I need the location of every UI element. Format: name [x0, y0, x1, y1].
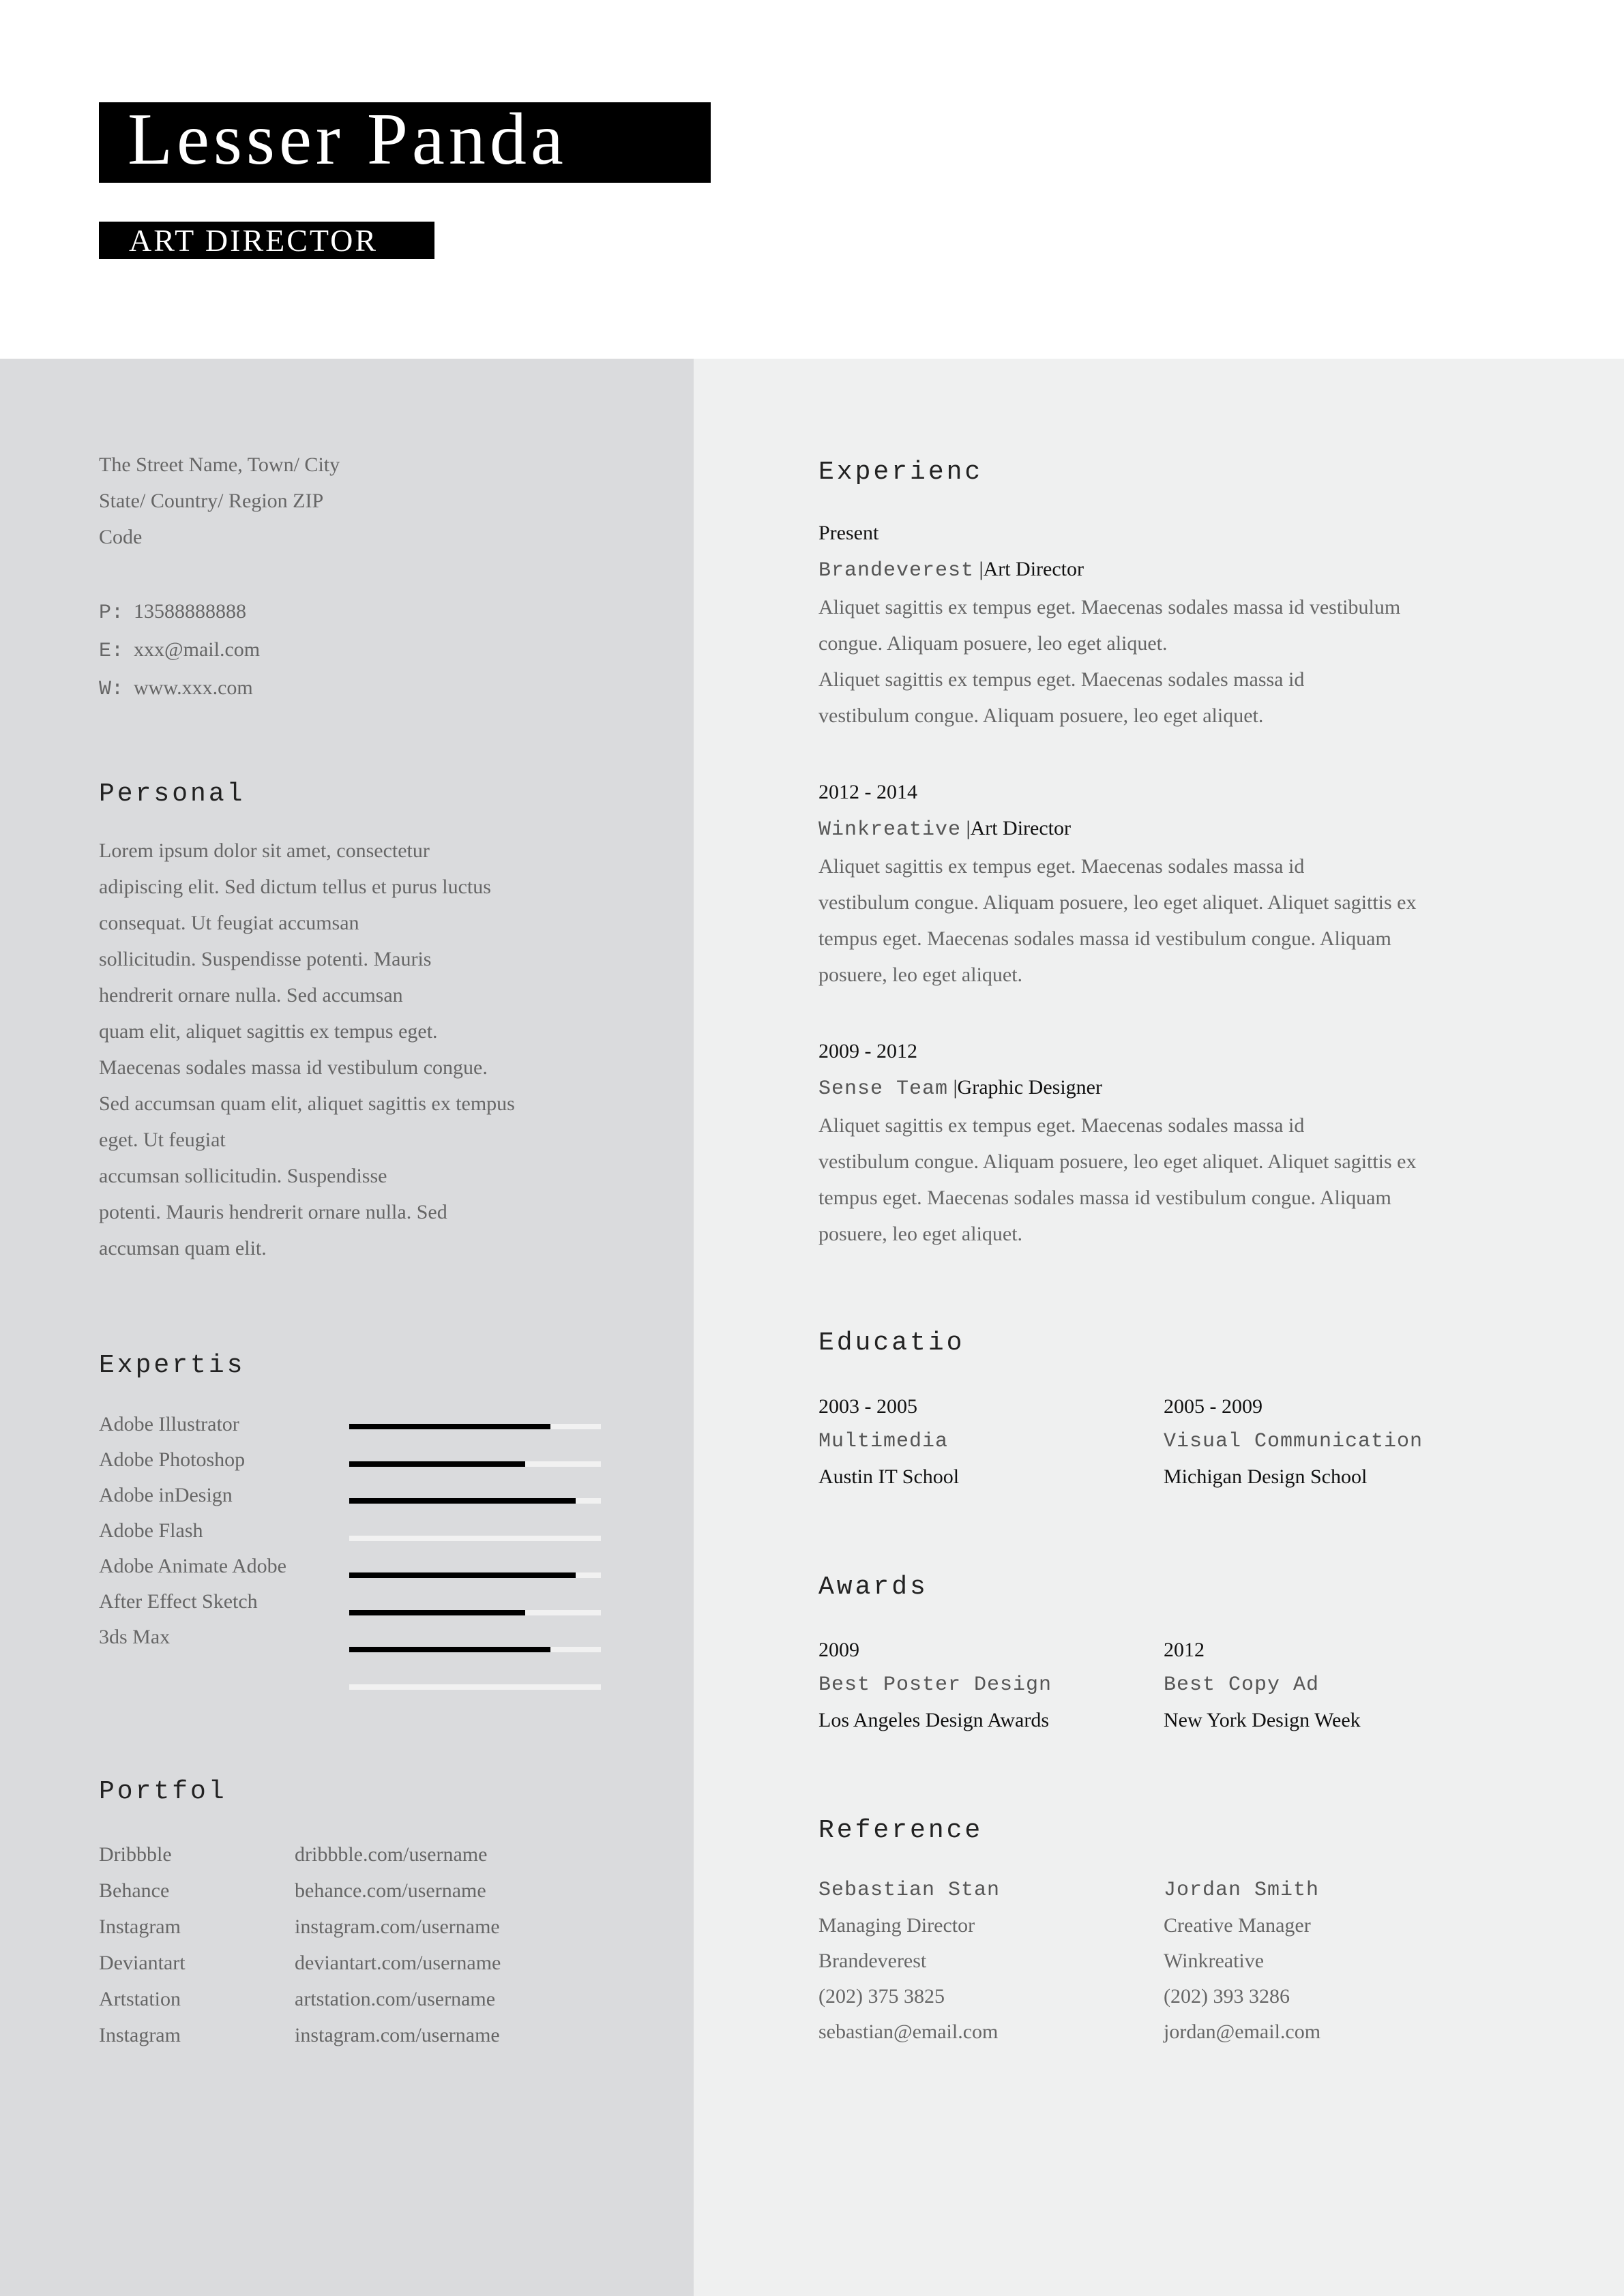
portfolio-site: Dribbble	[99, 1843, 172, 1866]
job-separator: |	[953, 1076, 958, 1099]
phone-value: 13588888888	[134, 600, 247, 623]
reference-phone: (202) 375 3825	[818, 1985, 945, 2008]
education-school: Austin IT School	[818, 1465, 960, 1488]
education-period: 2003 - 2005	[818, 1395, 917, 1418]
job-description-line: vestibulum congue. Aliquam posuere, leo eget aliquet.	[818, 704, 1264, 727]
skill-name: Adobe Flash	[99, 1519, 203, 1542]
skill-level-fill	[349, 1424, 550, 1429]
portfolio-urls	[295, 1836, 501, 2053]
job-role: Art Director	[983, 558, 1084, 580]
award-title: Best Poster Design	[818, 1673, 1052, 1697]
education-period: 2005 - 2009	[1164, 1395, 1263, 1418]
skill-level-bar	[349, 1461, 601, 1467]
personal-line: Lorem ipsum dolor sit amet, consectetur	[99, 839, 430, 862]
reference-title: Managing Director	[818, 1914, 975, 1937]
portfolio-url[interactable]: artstation.com/username	[295, 1988, 496, 2010]
education-entry	[818, 1388, 959, 1495]
skill-name: 3ds Max	[99, 1626, 171, 1648]
education-entry	[1164, 1388, 1423, 1495]
contact-block	[99, 447, 340, 708]
phone-row	[99, 593, 340, 631]
candidate-title: ART DIRECTOR	[129, 223, 379, 258]
job-description-line: vestibulum congue. Aliquam posuere, leo eget aliquet. Aliquet sagittis ex	[818, 1150, 1417, 1173]
job-entry	[818, 1033, 1417, 1252]
personal-line: Sed accumsan quam elit, aliquet sagittis ex tempus	[99, 1092, 515, 1115]
portfolio-url[interactable]: behance.com/username	[295, 1879, 486, 1902]
candidate-name: Lesser Panda	[128, 99, 567, 180]
personal-line: sollicitudin. Suspendisse potenti. Mauris	[99, 948, 432, 970]
website-value[interactable]: www.xxx.com	[134, 676, 253, 699]
email-label: E:	[99, 640, 124, 663]
skill-level-fill	[349, 1461, 525, 1467]
portfolio-site: Instagram	[99, 2024, 181, 2046]
address-line: Code	[99, 526, 143, 548]
job-description-line: tempus eget. Maecenas sodales massa id vestibulum congue. Aliquam	[818, 1187, 1391, 1209]
reference-entry	[1164, 1873, 1320, 2050]
reference-company: Brandeverest	[818, 1950, 927, 1972]
skill-name: Adobe Animate Adobe	[99, 1555, 286, 1577]
skill-name: After Effect Sketch	[99, 1590, 258, 1613]
reference-name: Jordan Smith	[1164, 1879, 1320, 1902]
job-title-line	[818, 1069, 1417, 1107]
personal-line: hendrerit ornare nulla. Sed accumsan	[99, 984, 403, 1007]
email-value[interactable]: xxx@mail.com	[134, 638, 261, 661]
skill-name: Adobe Photoshop	[99, 1448, 246, 1471]
job-company: Sense Team	[818, 1077, 949, 1101]
job-title-line	[818, 810, 1417, 848]
reference-company: Winkreative	[1164, 1950, 1265, 1972]
job-separator: |	[979, 558, 984, 580]
skill-name: Adobe inDesign	[99, 1484, 233, 1506]
award-year: 2009	[818, 1639, 859, 1661]
job-description-line: posuere, leo eget aliquet.	[818, 1223, 1023, 1245]
job-period: Present	[818, 522, 879, 544]
skill-name: Adobe Illustrator	[99, 1413, 239, 1435]
education-heading: Educatio	[818, 1328, 965, 1358]
experience-heading: Experienc	[818, 458, 984, 487]
education-field: Multimedia	[818, 1430, 949, 1453]
portfolio-heading: Portfol	[99, 1777, 227, 1806]
portfolio-site: Instagram	[99, 1915, 181, 1938]
personal-line: adipiscing elit. Sed dictum tellus et purus luctus	[99, 876, 491, 898]
personal-line: accumsan sollicitudin. Suspendisse	[99, 1165, 387, 1187]
skill-level-bar	[349, 1536, 601, 1541]
portfolio-url[interactable]: instagram.com/username	[295, 1915, 500, 1938]
phone-label: P:	[99, 601, 124, 625]
skill-level-bar	[349, 1498, 601, 1504]
job-description-line: Aliquet sagittis ex tempus eget. Maecenas sodales massa id	[818, 668, 1305, 691]
skill-level-bar	[349, 1684, 601, 1690]
job-title-line	[818, 551, 1400, 589]
job-entry	[818, 515, 1400, 734]
education-school: Michigan Design School	[1164, 1465, 1368, 1488]
portfolio-url[interactable]: instagram.com/username	[295, 2024, 500, 2046]
job-period: 2012 - 2014	[818, 781, 917, 803]
reference-heading: Reference	[818, 1816, 984, 1845]
skill-level-bar	[349, 1424, 601, 1429]
personal-line: Maecenas sodales massa id vestibulum congue.	[99, 1056, 488, 1079]
job-description-line: posuere, leo eget aliquet.	[818, 964, 1023, 986]
job-description-line: Aliquet sagittis ex tempus eget. Maecenas sodales massa id vestibulum	[818, 596, 1401, 618]
skill-level-fill	[349, 1647, 550, 1652]
job-company: Brandeverest	[818, 559, 975, 582]
skill-level-fill	[349, 1572, 576, 1578]
skill-level-fill	[349, 1610, 525, 1615]
reference-entry	[818, 1873, 1000, 2050]
portfolio-url[interactable]: dribbble.com/username	[295, 1843, 488, 1866]
skill-level-bar	[349, 1572, 601, 1578]
job-entry	[818, 774, 1417, 993]
website-row	[99, 670, 340, 708]
award-title: Best Copy Ad	[1164, 1673, 1320, 1697]
job-description-line: tempus eget. Maecenas sodales massa id vestibulum congue. Aliquam	[818, 927, 1391, 950]
personal-line: eget. Ut feugiat	[99, 1129, 226, 1151]
job-separator: |	[966, 817, 971, 839]
job-description-line: Aliquet sagittis ex tempus eget. Maecenas sodales massa id	[818, 1114, 1305, 1137]
expertise-heading: Expertis	[99, 1351, 246, 1380]
portfolio-site: Artstation	[99, 1988, 181, 2010]
award-organization: Los Angeles Design Awards	[818, 1709, 1050, 1731]
job-role: Graphic Designer	[957, 1076, 1102, 1099]
skill-level-bar	[349, 1647, 601, 1652]
award-entry	[818, 1632, 1052, 1738]
reference-phone: (202) 393 3286	[1164, 1985, 1290, 2008]
personal-heading: Personal	[99, 779, 246, 809]
job-description-line: Aliquet sagittis ex tempus eget. Maecenas sodales massa id	[818, 855, 1305, 878]
personal-paragraph	[99, 833, 515, 1266]
address-line: The Street Name, Town/ City	[99, 453, 340, 476]
portfolio-sites	[99, 1836, 186, 2053]
website-label: W:	[99, 678, 124, 701]
award-entry	[1164, 1632, 1361, 1738]
personal-line: potenti. Mauris hendrerit ornare nulla. Sed	[99, 1201, 447, 1223]
email-row	[99, 631, 340, 670]
award-year: 2012	[1164, 1639, 1205, 1661]
reference-email[interactable]: sebastian@email.com	[818, 2021, 999, 2043]
address-line: State/ Country/ Region ZIP	[99, 490, 324, 512]
job-company: Winkreative	[818, 818, 962, 841]
job-description-line: vestibulum congue. Aliquam posuere, leo eget aliquet. Aliquet sagittis ex	[818, 891, 1417, 914]
education-field: Visual Communication	[1164, 1430, 1423, 1453]
personal-line: consequat. Ut feugiat accumsan	[99, 912, 359, 934]
skill-level-bar	[349, 1610, 601, 1615]
job-role: Art Director	[970, 817, 1071, 839]
skills-list	[99, 1407, 286, 1655]
portfolio-site: Deviantart	[99, 1952, 186, 1974]
reference-email[interactable]: jordan@email.com	[1164, 2021, 1321, 2043]
personal-line: quam elit, aliquet sagittis ex tempus eget.	[99, 1020, 438, 1043]
reference-name: Sebastian Stan	[818, 1879, 1001, 1902]
personal-line: accumsan quam elit.	[99, 1237, 267, 1259]
portfolio-site: Behance	[99, 1879, 170, 1902]
awards-heading: Awards	[818, 1572, 928, 1602]
skill-level-fill	[349, 1498, 576, 1504]
reference-title: Creative Manager	[1164, 1914, 1311, 1937]
portfolio-url[interactable]: deviantart.com/username	[295, 1952, 501, 1974]
job-period: 2009 - 2012	[818, 1040, 917, 1062]
job-description-line: congue. Aliquam posuere, leo eget aliquet.	[818, 632, 1168, 655]
award-organization: New York Design Week	[1164, 1709, 1361, 1731]
